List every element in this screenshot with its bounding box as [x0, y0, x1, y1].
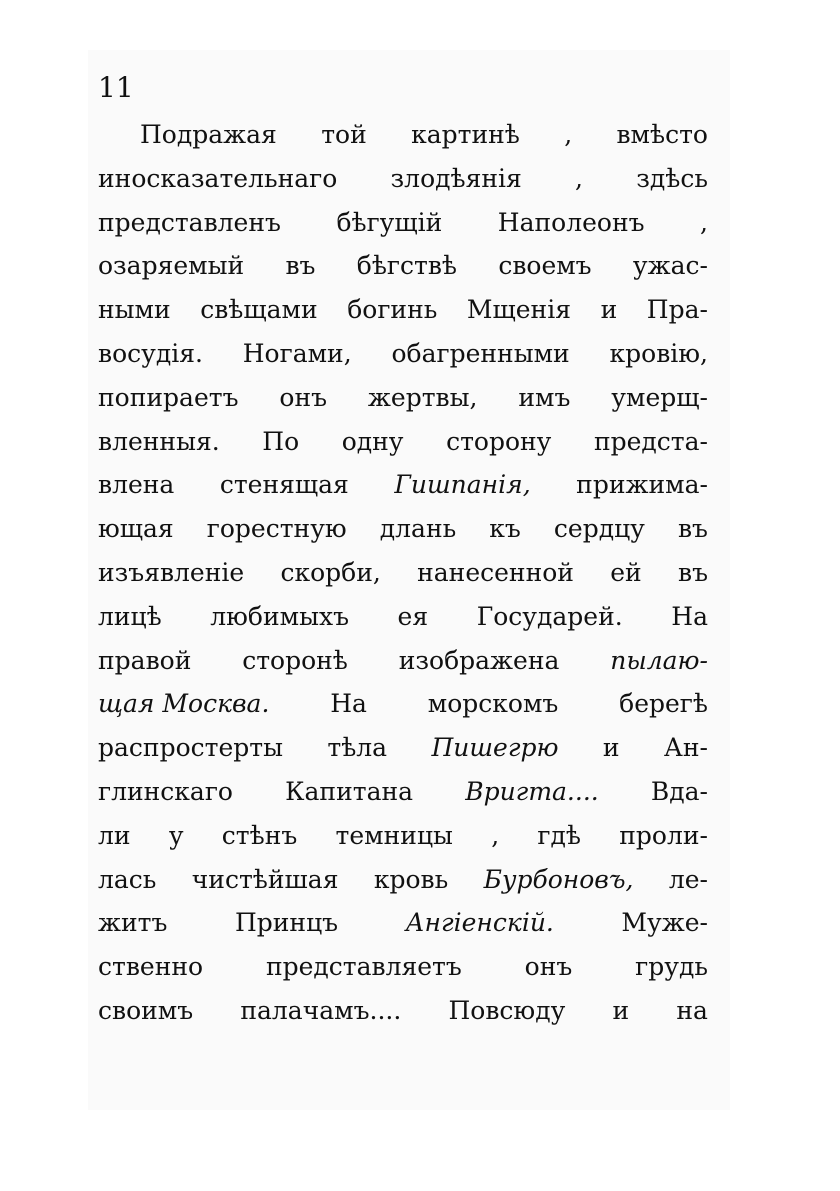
- word: онъ: [524, 952, 573, 982]
- text-line: [98, 164, 708, 208]
- word: морскомъ: [427, 689, 559, 719]
- text-line: [98, 952, 708, 996]
- word: Вда-: [650, 776, 708, 806]
- word: и: [600, 295, 618, 325]
- word: картинѣ: [411, 120, 520, 149]
- word: ли: [98, 820, 131, 850]
- italic-word: пылаю-: [610, 645, 708, 675]
- word: ными: [98, 295, 171, 325]
- word: на: [676, 995, 708, 1025]
- italic-word: Бурбоновъ,: [483, 864, 634, 894]
- word: злодѣянія: [390, 163, 522, 193]
- word: ственно: [98, 952, 204, 982]
- word: и: [602, 733, 620, 763]
- text-line: [98, 777, 708, 821]
- word: распростерты: [98, 733, 283, 763]
- word: имъ: [518, 382, 571, 412]
- word: лицѣ: [98, 601, 162, 631]
- word: онъ: [279, 382, 328, 412]
- word: вмѣсто: [616, 120, 708, 149]
- text-line: [98, 558, 708, 602]
- body-text: [98, 120, 708, 1040]
- word: попираетъ: [98, 382, 239, 412]
- word: ,: [564, 120, 573, 149]
- word: озаряемый: [98, 251, 245, 281]
- word: Государей.: [476, 601, 623, 631]
- word: берегѣ: [619, 689, 708, 719]
- word: правой: [98, 645, 192, 675]
- word: свѣщами: [200, 295, 318, 325]
- text-line: [98, 251, 708, 295]
- word: Наполеонъ: [497, 207, 645, 237]
- text-line: [98, 208, 708, 252]
- word: Муже-: [621, 908, 708, 938]
- text-line: [98, 470, 708, 514]
- word: проли-: [619, 820, 708, 850]
- word: бѣгствѣ: [356, 251, 457, 281]
- word: На: [671, 601, 708, 631]
- word: въ: [285, 251, 316, 281]
- word: вленныя.: [98, 426, 220, 456]
- word: грудь: [635, 952, 708, 982]
- word: здѣсь: [636, 163, 708, 193]
- word: скорби,: [280, 557, 381, 587]
- word: своимъ: [98, 995, 194, 1025]
- italic-word: Пишегрю: [431, 733, 559, 763]
- word: тѣла: [327, 733, 388, 763]
- text-line: [98, 514, 708, 558]
- word: ужас-: [632, 251, 708, 281]
- text-line: [98, 865, 708, 909]
- word: своемъ: [498, 251, 592, 281]
- word: чистѣйшая: [191, 864, 339, 894]
- word: житъ: [98, 908, 168, 938]
- word: изъявленіе: [98, 557, 245, 587]
- word: той: [321, 120, 367, 149]
- text-line: [98, 689, 708, 733]
- word: длань: [379, 514, 457, 544]
- word: жертвы,: [367, 382, 478, 412]
- word: восудія.: [98, 338, 203, 368]
- word: сторону: [446, 426, 552, 456]
- word: По: [262, 426, 300, 456]
- word: Мщенія: [466, 295, 571, 325]
- text-line: [98, 733, 708, 777]
- word: иносказательнаго: [98, 163, 338, 193]
- word: глинскаго: [98, 776, 233, 806]
- word: любимыхъ: [210, 601, 349, 631]
- word: ющая: [98, 514, 174, 544]
- page-number: 11: [98, 71, 134, 104]
- word: Ногами,: [242, 338, 352, 368]
- word: ле-: [668, 864, 708, 894]
- word: кровію,: [609, 338, 708, 368]
- word: ей: [610, 557, 642, 587]
- italic-word: Ангіенскій.: [405, 908, 554, 938]
- word: одну: [341, 426, 404, 456]
- word: ,: [575, 163, 583, 193]
- word: бѣгущій: [336, 207, 443, 237]
- word: темницы: [335, 820, 453, 850]
- word: умерщ-: [611, 382, 708, 412]
- word: сердцу: [553, 514, 645, 544]
- word: Подражая: [140, 120, 277, 149]
- word: въ: [677, 514, 708, 544]
- word: обагренными: [391, 338, 570, 368]
- word: предста-: [593, 426, 708, 456]
- word: горестную: [206, 514, 347, 544]
- word: у: [168, 820, 184, 850]
- word: ея: [397, 601, 429, 631]
- text-line: [98, 821, 708, 865]
- word: изображена: [398, 645, 560, 675]
- text-line: [98, 646, 708, 690]
- word: лась: [98, 864, 157, 894]
- word: стенящая: [219, 470, 349, 500]
- word: представленъ: [98, 207, 281, 237]
- word: ,: [491, 820, 500, 850]
- text-line: [98, 908, 708, 952]
- word: кровь: [373, 864, 449, 894]
- text-line: [98, 383, 708, 427]
- word: нанесенной: [417, 557, 574, 587]
- word: гдѣ: [537, 820, 581, 850]
- word: и: [612, 995, 630, 1025]
- text-line: [98, 996, 708, 1040]
- italic-word: Гишпанія,: [394, 470, 531, 500]
- word: влена: [98, 470, 175, 500]
- word: Ан-: [663, 733, 708, 763]
- word: Пра-: [646, 295, 708, 325]
- word: Принцъ: [234, 908, 339, 938]
- text-line: [98, 339, 708, 383]
- word: Капитана: [285, 776, 414, 806]
- text-line: [98, 602, 708, 646]
- word: стѣнъ: [221, 820, 298, 850]
- italic-word: Вригта....: [465, 776, 599, 806]
- word: представляетъ: [265, 952, 462, 982]
- word: ,: [700, 207, 708, 237]
- word: палачамъ....: [240, 995, 402, 1025]
- italic-word: щая Москва.: [98, 689, 270, 719]
- word: прижима-: [576, 470, 708, 500]
- word: въ: [678, 557, 708, 587]
- word: къ: [489, 514, 521, 544]
- text-line: [98, 295, 708, 339]
- word: сторонѣ: [242, 645, 348, 675]
- word: Повсюду: [448, 995, 566, 1025]
- text-line: [98, 120, 708, 164]
- text-line: [98, 427, 708, 471]
- word: богинь: [347, 295, 438, 325]
- word: На: [330, 689, 367, 719]
